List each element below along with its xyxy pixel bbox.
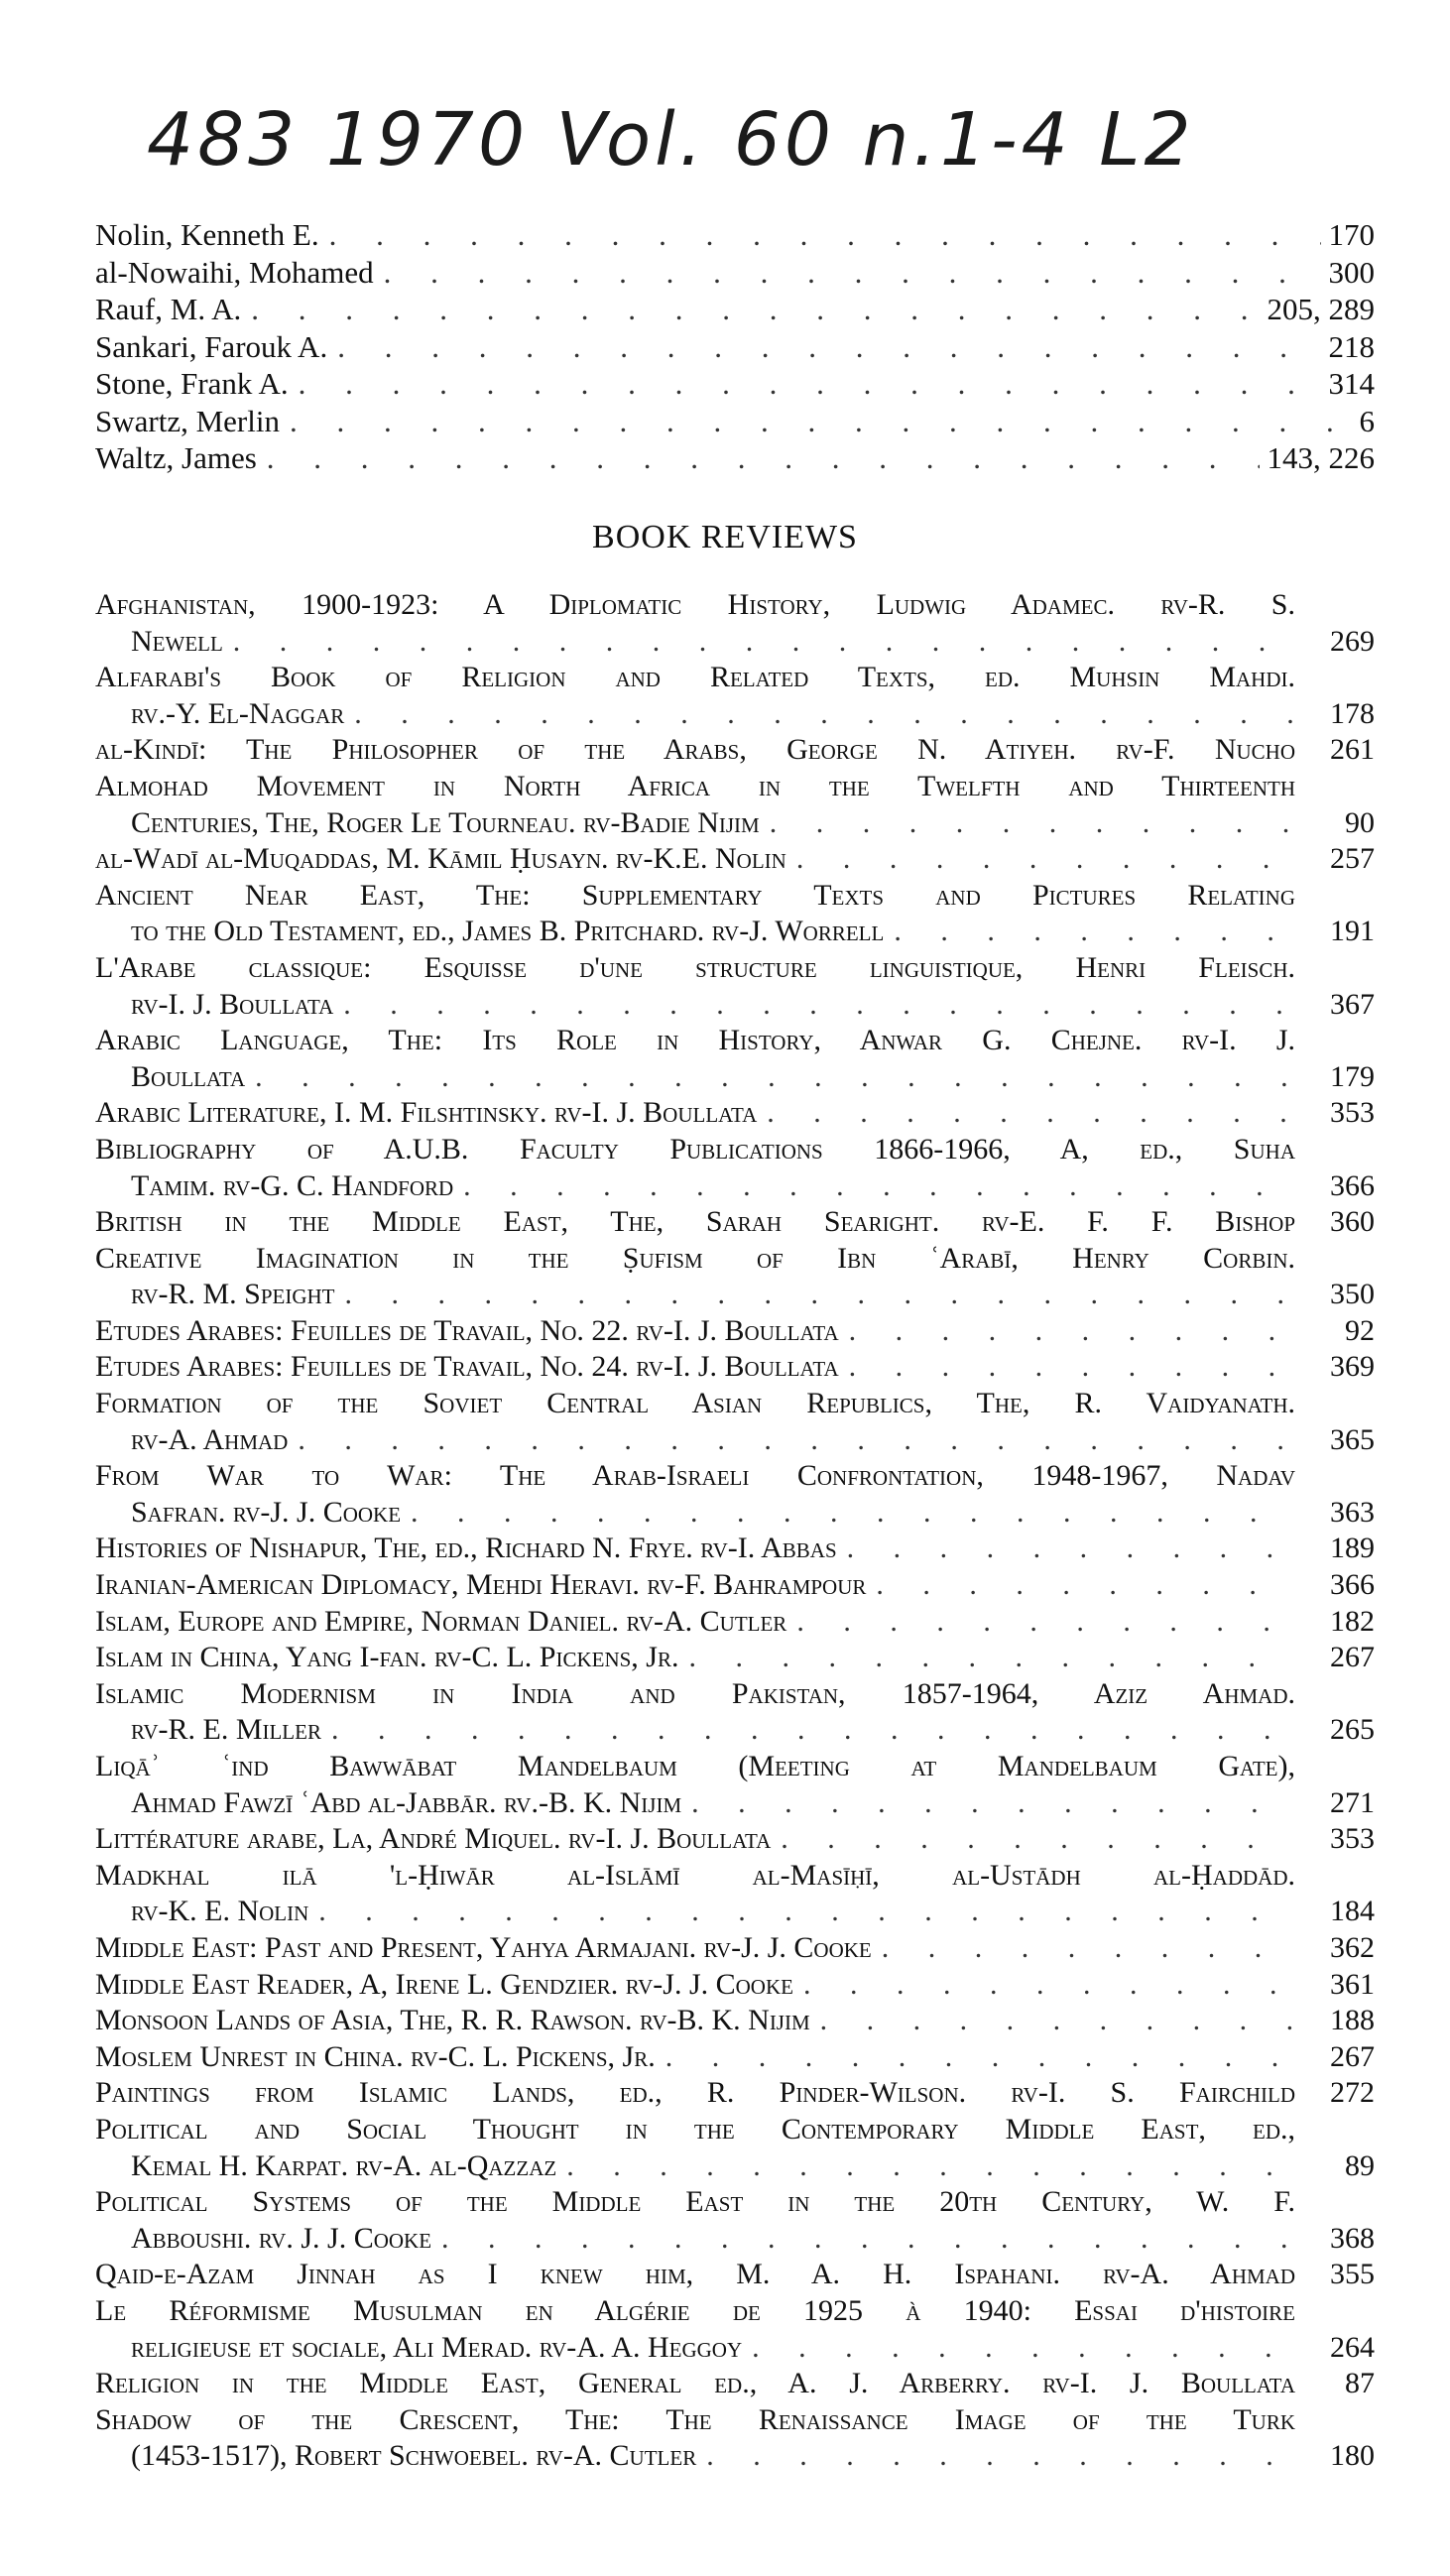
review-continuation-line: rv-R. M. Speight (131, 1278, 335, 1311)
review-page: 179 (1330, 1059, 1375, 1093)
review-title-line: al-Wadī al-Muqaddas, M. Kāmil Ḥusayn. rv-K.E. Nolin (95, 842, 786, 876)
author-entry (95, 328, 1375, 366)
leader-dots (318, 1894, 1295, 1930)
review-entry (95, 841, 1375, 878)
review-entry (95, 1204, 1375, 1241)
review-title-line: Littérature arabe, La, André Miquel. rv-I. J. Boullata (95, 1822, 772, 1856)
review-page: 92 (1345, 1313, 1375, 1347)
review-title-line: Bibliography of A.U.B. Faculty Publications 1866-1966, A, ed., Suha (95, 1132, 1295, 1165)
leader-dots (770, 805, 1295, 842)
leader-dots (849, 1313, 1295, 1350)
review-page: 180 (1330, 2439, 1375, 2473)
book-reviews-list (95, 587, 1375, 2475)
leader-dots (767, 1095, 1295, 1132)
author-entry (95, 254, 1375, 292)
review-title-line: Middle East Reader, A, Irene L. Gendzier. rv-J. J. Cooke (95, 1967, 793, 2001)
review-title-line: Formation of the Soviet Central Asian Republics, The, R. Vaidyanath. (95, 1387, 1295, 1420)
review-title-line: Political Systems of the Middle East in the 20th Century, W. F. (95, 2185, 1295, 2219)
review-continuation-line: rv-R. E. Miller (131, 1713, 321, 1747)
leader-dots (299, 365, 1321, 403)
review-continuation-line: (1453-1517), Robert Schwoebel. rv-A. Cutler (131, 2439, 697, 2473)
review-page: 360 (1330, 1205, 1375, 1239)
review-continuation-line: Kemal H. Karpat. rv-A. al-Qazzaz (131, 2148, 557, 2182)
leader-dots (781, 1821, 1295, 1858)
review-continuation-line: religieuse et sociale, Ali Merad. rv-A. A. Heggoy (131, 2330, 743, 2364)
review-entry (95, 1349, 1375, 1386)
review-page: 361 (1330, 1967, 1375, 2001)
review-entry (95, 1821, 1375, 1858)
leader-dots (689, 1640, 1296, 1676)
review-entry (95, 2112, 1375, 2184)
review-title-line: Moslem Unrest in China. rv-C. L. Pickens, Jr. (95, 2039, 656, 2073)
review-entry (95, 1095, 1375, 1132)
review-continuation-line: Boullata (131, 1059, 246, 1093)
review-page: 350 (1330, 1278, 1375, 1311)
review-title-line: Shadow of the Crescent, The: The Renaissance Image of the Turk (95, 2402, 1295, 2436)
review-entry (95, 1967, 1375, 2004)
author-name: Waltz, James (95, 440, 257, 475)
leader-dots (849, 1349, 1295, 1386)
leader-dots (876, 1567, 1295, 1604)
author-entry (95, 291, 1375, 328)
review-entry (95, 1313, 1375, 1350)
review-entry (95, 2184, 1375, 2257)
review-page: 189 (1330, 1532, 1375, 1565)
review-title-line: Afghanistan, 1900-1923: A Diplomatic History, Ludwig Adamec. rv-R. S. (95, 588, 1295, 621)
review-title-line: L'Arabe classique: Esquisse d'une structure linguistique, Henri Fleisch. (95, 950, 1295, 984)
review-entry (95, 2293, 1375, 2366)
leader-dots (298, 1422, 1295, 1459)
review-title-line: Religion in the Middle East, General ed., A. J. Arberry. rv-I. J. Boullata (95, 2367, 1295, 2400)
review-page: 267 (1330, 1641, 1375, 1674)
leader-dots (384, 254, 1321, 292)
author-index-list (95, 216, 1375, 477)
review-title-line: Histories of Nishapur, The, ed., Richard N. Frye. rv-I. Abbas (95, 1532, 837, 1565)
review-continuation-line: Newell (131, 624, 223, 658)
review-entry (95, 1858, 1375, 1930)
leader-dots (894, 914, 1295, 950)
review-continuation-line: Safran. rv-J. J. Cooke (131, 1495, 402, 1529)
author-pages: 205, 289 (1267, 292, 1375, 326)
review-entry (95, 1640, 1375, 1676)
leader-dots (847, 1531, 1295, 1567)
leader-dots (343, 987, 1295, 1024)
author-entry (95, 365, 1375, 403)
author-entry (95, 439, 1375, 477)
review-page: 178 (1330, 696, 1375, 730)
review-entry (95, 1676, 1375, 1749)
review-page: 257 (1330, 842, 1375, 876)
leader-dots (820, 2003, 1295, 2039)
review-page: 272 (1330, 2076, 1375, 2110)
author-pages: 143, 226 (1267, 440, 1375, 475)
review-entry (95, 1023, 1375, 1095)
leader-dots (691, 1785, 1295, 1822)
review-page: 353 (1330, 1822, 1375, 1856)
review-entry (95, 2075, 1375, 2112)
leader-dots (796, 1604, 1295, 1641)
review-page: 264 (1330, 2330, 1375, 2364)
review-continuation-line: Ahmad Fawzī ʿAbd al-Jabbār. rv.-B. K. Nijim (131, 1785, 682, 1819)
review-page: 267 (1330, 2039, 1375, 2073)
review-page: 368 (1330, 2221, 1375, 2255)
review-page: 87 (1345, 2367, 1375, 2400)
review-page: 182 (1330, 1604, 1375, 1638)
review-entry (95, 1531, 1375, 1567)
review-title-line: Islam in China, Yang I-fan. rv-C. L. Pickens, Jr. (95, 1641, 679, 1674)
review-page: 269 (1330, 624, 1375, 658)
review-continuation-line: Centuries, The, Roger Le Tourneau. rv-Badie Nijim (131, 805, 760, 839)
author-name: Stone, Frank A. (95, 366, 289, 401)
review-entry (95, 2402, 1375, 2475)
review-entry (95, 1132, 1375, 1204)
review-title-line: From War to War: The Arab-Israeli Confrontation, 1948-1967, Nadav (95, 1459, 1295, 1493)
review-page: 366 (1330, 1568, 1375, 1602)
review-title-line: Arabic Literature, I. M. Filshtinsky. rv-I. J. Boullata (95, 1096, 758, 1130)
review-title-line: Middle East: Past and Present, Yahya Armajani. rv-J. J. Cooke (95, 1930, 872, 1964)
review-continuation-line: Tamim. rv-G. C. Handford (131, 1168, 454, 1202)
review-title-line: Ancient Near East, The: Supplementary Texts and Pictures Relating (95, 878, 1295, 912)
review-title-line: Islam, Europe and Empire, Norman Daniel. rv-A. Cutler (95, 1604, 787, 1638)
review-title-line: Liqāʾ ʿind Bawwābat Mandelbaum (Meeting at Mandelbaum Gate), (95, 1750, 1295, 1782)
review-page: 353 (1330, 1096, 1375, 1130)
review-title-line: British in the Middle East, The, Sarah Searight. rv-E. F. F. Bishop (95, 1205, 1295, 1239)
review-entry (95, 1386, 1375, 1458)
review-title-line: Madkhal ilā 'l-Ḥiwār al-Islāmī al-Masīḥī, al-Ustādh al-Ḥaddād. (95, 1858, 1295, 1892)
review-page: 365 (1330, 1422, 1375, 1456)
review-continuation-line: rv.-Y. El-Naggar (131, 696, 345, 730)
review-entry (95, 732, 1375, 769)
review-page: 90 (1345, 805, 1375, 839)
review-page: 265 (1330, 1713, 1375, 1747)
handwritten-call-number (147, 87, 1396, 186)
leader-dots (267, 439, 1260, 477)
review-entry (95, 660, 1375, 732)
leader-dots (665, 2039, 1295, 2076)
review-entry (95, 2039, 1375, 2076)
review-page: 191 (1330, 915, 1375, 948)
review-entry (95, 1930, 1375, 1967)
review-continuation-line: rv-A. Ahmad (131, 1422, 289, 1456)
author-entry (95, 403, 1375, 440)
review-continuation-line: to the Old Testament, ed., James B. Pritchard. rv-J. Worrell (131, 915, 885, 948)
author-name: Swartz, Merlin (95, 403, 280, 438)
leader-dots (329, 216, 1321, 254)
author-entry (95, 216, 1375, 254)
review-entry (95, 878, 1375, 950)
review-entry (95, 1604, 1375, 1641)
review-entry (95, 1749, 1375, 1821)
handwritten-note: 483 1970 Vol. 60 n.1-4 L2 (147, 97, 1195, 183)
review-entry (95, 1567, 1375, 1604)
leader-dots (251, 291, 1259, 328)
leader-dots (233, 624, 1295, 661)
review-page: 184 (1330, 1895, 1375, 1928)
section-title: BOOK REVIEWS (592, 519, 858, 555)
review-title-line: Le Réformisme Musulman en Algérie de 1925 à 1940: Essai d'histoire (95, 2293, 1295, 2327)
review-title-line: Alfarabi's Book of Religion and Related Texts, ed. Muhsin Mahdi. (95, 661, 1295, 694)
leader-dots (463, 1168, 1295, 1205)
review-page: 362 (1330, 1930, 1375, 1964)
review-page: 369 (1330, 1350, 1375, 1384)
leader-dots (255, 1059, 1295, 1096)
review-page: 366 (1330, 1168, 1375, 1202)
review-page: 89 (1345, 2148, 1375, 2182)
leader-dots (882, 1930, 1295, 1967)
leader-dots (345, 1277, 1295, 1313)
review-page: 363 (1330, 1495, 1375, 1529)
review-entry (95, 1458, 1375, 1531)
review-entry (95, 1241, 1375, 1313)
leader-dots (803, 1967, 1295, 2004)
author-pages: 6 (1359, 403, 1375, 438)
leader-dots (337, 328, 1320, 366)
review-entry (95, 2366, 1375, 2402)
review-continuation-line: rv-K. E. Nolin (131, 1895, 309, 1928)
author-name: Sankari, Farouk A. (95, 328, 328, 364)
author-pages: 218 (1328, 328, 1375, 364)
leader-dots (354, 696, 1295, 733)
author-name: Rauf, M. A. (95, 292, 242, 326)
author-pages: 300 (1328, 254, 1375, 290)
review-title-line: Arabic Language, The: Its Role in History, Anwar G. Chejne. rv-I. J. (95, 1024, 1295, 1057)
leader-dots (290, 403, 1352, 440)
review-entry (95, 2257, 1375, 2293)
review-title-line: Islamic Modernism in India and Pakistan, 1857-1964, Aziz Ahmad. (95, 1676, 1295, 1710)
review-entry (95, 2003, 1375, 2039)
leader-dots (331, 1712, 1295, 1749)
review-title-line: Iranian-American Diplomacy, Mehdi Heravi. rv-F. Bahrampour (95, 1568, 867, 1602)
review-page: 261 (1330, 733, 1375, 767)
review-page: 188 (1330, 2004, 1375, 2037)
review-title-line: Etudes Arabes: Feuilles de Travail, No. 22. rv-I. J. Boullata (95, 1313, 839, 1347)
review-continuation-line: rv-I. J. Boullata (131, 987, 334, 1021)
review-title-line: Political and Social Thought in the Contemporary Middle East, ed., (95, 2112, 1295, 2146)
leader-dots (752, 2330, 1295, 2367)
leader-dots (441, 2221, 1295, 2258)
review-entry (95, 769, 1375, 841)
review-title-line: Creative Imagination in the Ṣufism of Ibn ʿArabī, Henry Corbin. (95, 1241, 1295, 1275)
review-entry (95, 587, 1375, 660)
review-continuation-line: Abboushi. rv. J. J. Cooke (131, 2221, 432, 2255)
leader-dots (796, 841, 1295, 878)
author-pages: 170 (1328, 217, 1375, 252)
review-title-line: Monsoon Lands of Asia, The, R. R. Rawson. rv-B. K. Nijim (95, 2004, 810, 2037)
review-title-line: al-Kindī: The Philosopher of the Arabs, George N. Atiyeh. rv-F. Nucho (95, 733, 1295, 767)
review-page: 271 (1330, 1785, 1375, 1819)
author-pages: 314 (1328, 366, 1375, 401)
review-title-line: Etudes Arabes: Feuilles de Travail, No. 24. rv-I. J. Boullata (95, 1350, 839, 1384)
review-entry (95, 950, 1375, 1023)
review-title-line: Paintings from Islamic Lands, ed., R. Pinder-Wilson. rv-I. S. Fairchild (95, 2076, 1295, 2110)
review-title-line: Qaid-e-Azam Jinnah as I knew him, M. A. H. Ispahani. rv-A. Ahmad (95, 2258, 1295, 2291)
review-page: 355 (1330, 2258, 1375, 2291)
leader-dots (706, 2438, 1295, 2475)
leader-dots (411, 1495, 1295, 1532)
author-name: al-Nowaihi, Mohamed (95, 254, 374, 290)
review-page: 367 (1330, 987, 1375, 1021)
author-name: Nolin, Kenneth E. (95, 217, 319, 252)
leader-dots (566, 2148, 1295, 2185)
review-title-line: Almohad Movement in North Africa in the Twelfth and Thirteenth (95, 769, 1295, 802)
